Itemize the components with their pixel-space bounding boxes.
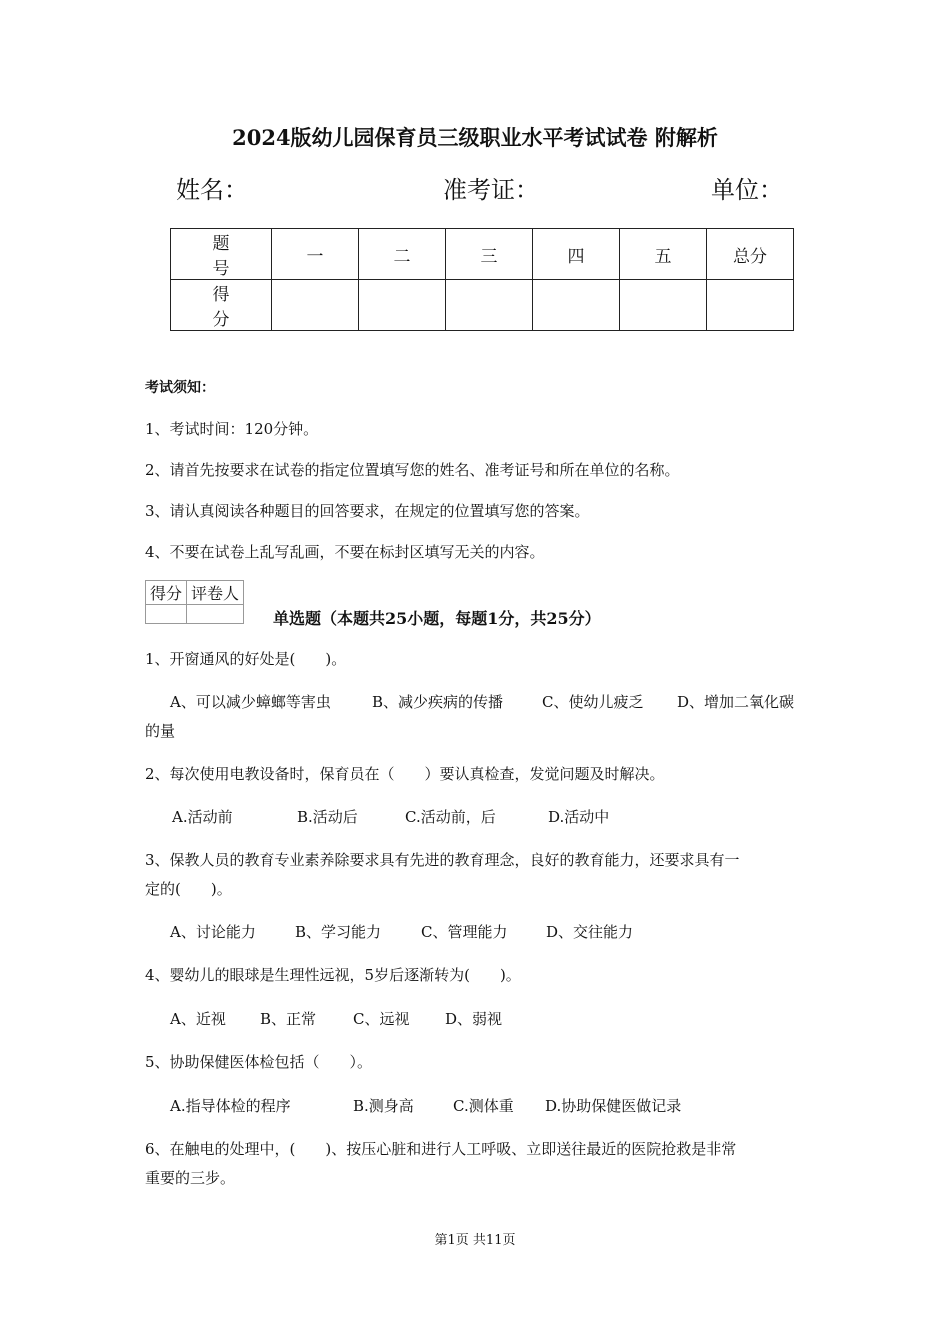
page-footer: 第1页 共11页 <box>434 1233 516 1248</box>
score-cell <box>533 280 620 331</box>
score-cell <box>272 280 359 331</box>
score-cell <box>707 280 794 331</box>
question-stem: 5、协助保健医体检包括（ ）。 <box>145 1053 373 1071</box>
option: A、近视 <box>170 1010 226 1028</box>
section-title: 单选题（本题共25小题，每题1分，共25分） <box>273 609 601 628</box>
question-stem: 6、在触电的处理中，( )、按压心脏和进行人工呼吸、立即送往最近的医院抢救是非常 <box>145 1140 737 1158</box>
score-table-header-row <box>171 229 794 280</box>
grader-box-score-label: 得分 <box>146 581 187 605</box>
question-stem-continued: 重要的三步。 <box>145 1169 236 1187</box>
unit-field-label: 单位： <box>711 176 783 204</box>
grader-box <box>145 580 244 624</box>
question-stem: 1、开窗通风的好处是( )。 <box>145 650 347 668</box>
option: B、正常 <box>260 1010 317 1028</box>
score-table-header-cell: 三 <box>446 229 533 280</box>
option: A.指导体检的程序 <box>170 1097 291 1115</box>
question-stem: 4、婴幼儿的眼球是生理性远视，5岁后逐渐转为( )。 <box>145 966 521 984</box>
option: A、可以减少蟑螂等害虫 <box>170 693 331 711</box>
option: B.活动后 <box>297 808 358 826</box>
question-options <box>170 1095 681 1116</box>
option: C、管理能力 <box>421 923 508 941</box>
score-cell <box>446 280 533 331</box>
notice-heading: 考试须知： <box>145 380 215 396</box>
score-cell <box>620 280 707 331</box>
score-table-row-label: 得 分 <box>171 280 272 331</box>
grader-box-score-cell <box>146 605 187 624</box>
option: C、远视 <box>353 1010 410 1028</box>
question-stem: 2、每次使用电教设备时，保育员在（ ）要认真检查，发觉问题及时解决。 <box>145 765 665 783</box>
option: B、学习能力 <box>295 923 382 941</box>
score-cell <box>359 280 446 331</box>
option: C、使幼儿疲乏 <box>542 693 644 711</box>
option: B.测身高 <box>353 1097 414 1115</box>
notice-item: 3、请认真阅读各种题目的回答要求，在规定的位置填写您的答案。 <box>145 502 590 520</box>
option: D、交往能力 <box>546 923 634 941</box>
option: D、弱视 <box>445 1010 503 1028</box>
score-table-header-cell: 总分 <box>707 229 794 280</box>
question-options <box>172 806 609 827</box>
question-options <box>170 1008 502 1029</box>
option: D.协助保健医做记录 <box>545 1097 682 1115</box>
option-wrap: 的量 <box>145 722 176 740</box>
option: D.活动中 <box>548 808 610 826</box>
grader-box-grader-label: 评卷人 <box>187 581 244 605</box>
score-table-header-label: 题 号 <box>171 229 272 280</box>
option: A.活动前 <box>172 808 233 826</box>
score-table-score-row <box>171 280 794 331</box>
notice-item: 1、考试时间：120分钟。 <box>145 420 319 438</box>
option: A、讨论能力 <box>170 923 256 941</box>
page-title: 2024版幼儿园保育员三级职业水平考试试卷 附解析 <box>232 125 718 150</box>
score-table <box>170 228 794 331</box>
notice-item: 4、不要在试卷上乱写乱画，不要在标封区填写无关的内容。 <box>145 543 545 561</box>
score-table-header-cell: 四 <box>533 229 620 280</box>
score-table-header-cell: 二 <box>359 229 446 280</box>
option: C.测体重 <box>453 1097 514 1115</box>
option: B、减少疾病的传播 <box>372 693 504 711</box>
grader-box-grader-cell <box>187 605 244 624</box>
notice-item: 2、请首先按要求在试卷的指定位置填写您的姓名、准考证号和所在单位的名称。 <box>145 461 680 479</box>
option: C.活动前，后 <box>405 808 496 826</box>
score-table-header-cell: 五 <box>620 229 707 280</box>
option: D、增加二氧化碳 <box>677 693 795 711</box>
question-options <box>170 691 794 712</box>
score-table-header-cell: 一 <box>272 229 359 280</box>
question-stem: 3、保教人员的教育专业素养除要求具有先进的教育理念，良好的教育能力，还要求具有一 <box>145 851 740 869</box>
question-options <box>170 921 633 942</box>
exam-number-field-label: 准考证： <box>443 176 539 204</box>
name-field-label: 姓名： <box>176 176 248 204</box>
question-stem-continued: 定的( )。 <box>145 880 232 898</box>
